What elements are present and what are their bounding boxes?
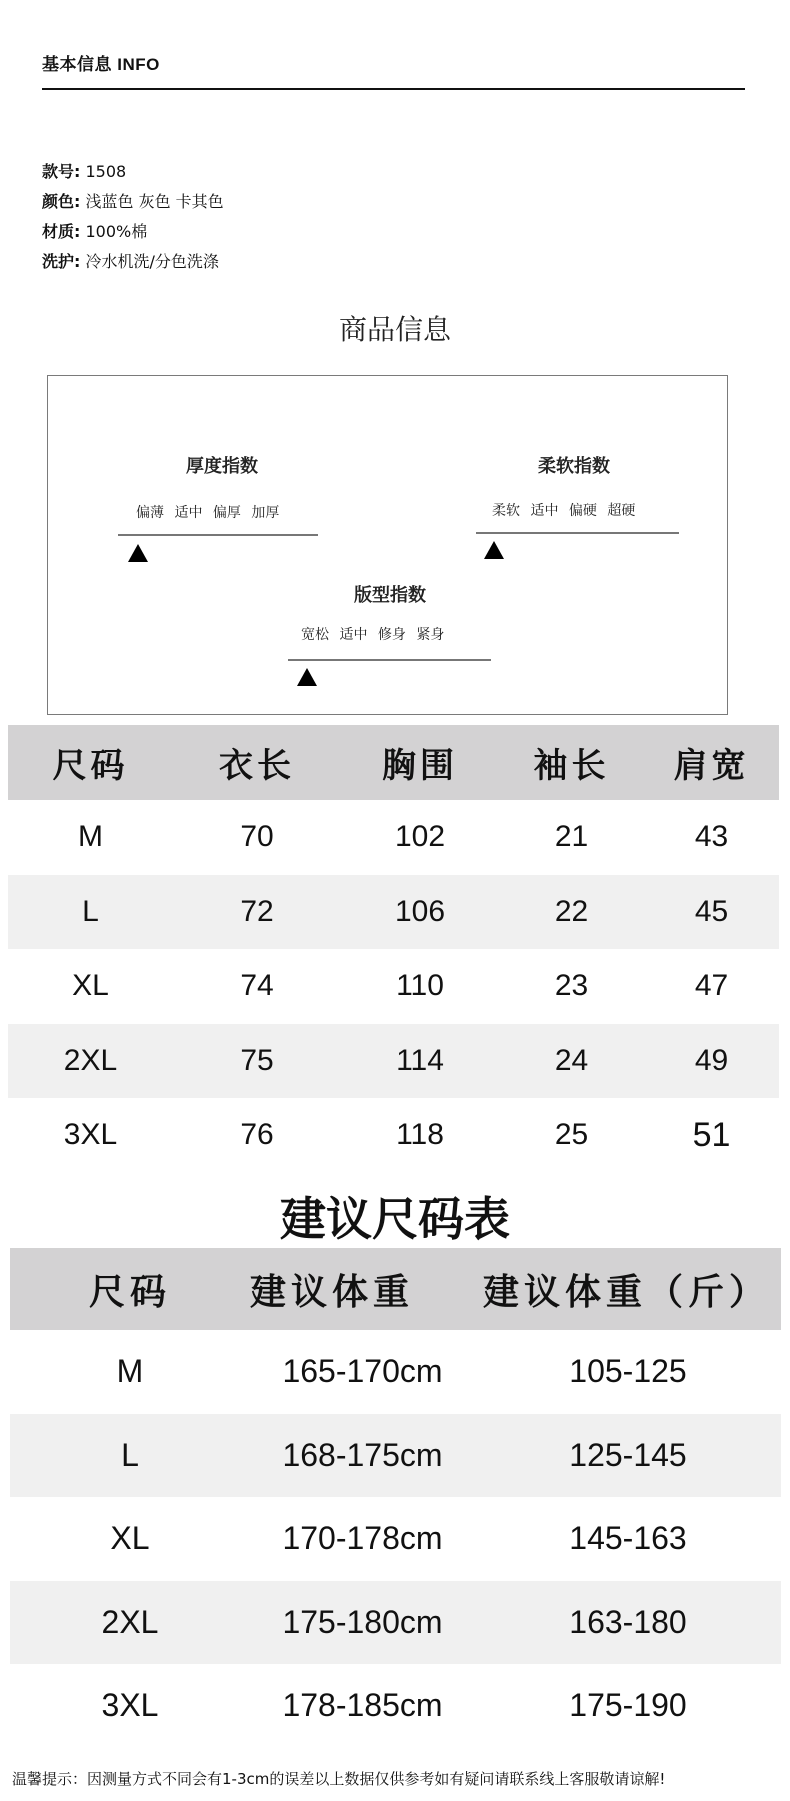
table-row [10,1414,781,1498]
header-length: 衣长 [219,746,295,786]
table-row [8,875,779,950]
spec-value: 100%棉 [85,222,148,241]
size-guide-header [10,1248,781,1330]
table-row [8,1024,779,1099]
basic-info-header: 基本信息 INFO [42,55,160,74]
table-row [10,1330,781,1414]
cell-weight: 145-163 [569,1520,687,1557]
product-index-box [47,375,728,715]
fit-pointer-icon [297,668,317,686]
cell-size: 2XL [63,1043,118,1077]
measurement-table-header [8,725,779,800]
cell-sleeve: 25 [554,1118,589,1152]
header-size: 尺码 [52,746,129,786]
cell-height: 168-175cm [282,1436,443,1473]
spec-colors [42,187,224,217]
cell-shoulder: 49 [694,1043,729,1077]
header-weight: 建议体重（斤） [483,1270,771,1313]
cell-shoulder: 45 [694,894,729,928]
cell-chest: 106 [394,894,446,928]
header-size: 尺码 [88,1270,171,1313]
softness-scale-line [476,532,679,534]
fit-scale: 宽松 适中 修身 紧身 [301,627,445,643]
size-guide-title: 建议尺码表 [280,1192,510,1246]
cell-size: L [121,1436,139,1473]
cell-weight: 125-145 [569,1436,687,1473]
table-row [8,1098,779,1173]
cell-length: 70 [240,820,274,854]
spec-care [42,247,224,277]
softness-pointer-icon [484,541,504,559]
spec-value: 浅蓝色 灰色 卡其色 [85,192,224,211]
cell-chest: 102 [394,820,446,854]
cell-weight: 175-190 [569,1687,687,1724]
cell-sleeve: 23 [554,969,589,1003]
cell-size: L [82,894,99,928]
thickness-index-title: 厚度指数 [186,456,258,477]
table-row [10,1581,781,1665]
footnote: 温馨提示：因测量方式不同会有1-3cm的误差以上数据仅供参考如有疑问请联系线上客服敬请谅解! [12,1770,666,1788]
cell-size: 3XL [101,1687,159,1724]
cell-length: 75 [240,1043,274,1077]
cell-weight: 163-180 [569,1603,687,1640]
cell-height: 178-185cm [282,1687,443,1724]
spec-list [42,157,224,277]
cell-shoulder: 51 [692,1115,731,1154]
spec-label: 材质: [42,222,81,241]
cell-size: 3XL [63,1118,118,1152]
thickness-scale-line [118,534,318,536]
cell-size: XL [72,969,109,1003]
cell-sleeve: 24 [554,1043,589,1077]
softness-index-title: 柔软指数 [538,456,610,477]
spec-style-number [42,157,224,187]
cell-size: XL [110,1520,150,1557]
spec-label: 款号: [42,162,81,181]
cell-chest: 114 [396,1043,444,1077]
table-row [8,800,779,875]
cell-length: 72 [240,894,274,928]
measurement-table [8,725,779,1173]
cell-height: 165-170cm [282,1353,443,1390]
spec-label: 洗护: [42,252,81,271]
cell-length: 76 [240,1118,274,1152]
cell-shoulder: 47 [694,969,729,1003]
cell-size: M [78,820,103,854]
spec-value: 冷水机洗/分色洗涤 [85,252,219,271]
cell-length: 74 [240,969,274,1003]
spec-material [42,217,224,247]
cell-shoulder: 43 [694,820,729,854]
fit-scale-line [288,659,491,661]
size-guide-table [10,1248,781,1748]
header-shoulder: 肩宽 [673,746,750,786]
header-divider [42,88,745,90]
cell-chest: 118 [396,1118,444,1152]
cell-sleeve: 21 [554,820,589,854]
cell-weight: 105-125 [569,1353,687,1390]
spec-label: 颜色: [42,192,81,211]
softness-scale: 柔软 适中 偏硬 超硬 [492,503,636,519]
cell-sleeve: 22 [554,894,589,928]
product-info-title: 商品信息 [338,313,451,346]
cell-size: M [116,1353,144,1390]
cell-size: 2XL [101,1603,159,1640]
table-row [8,949,779,1024]
fit-index-title: 版型指数 [354,585,426,606]
header-chest: 胸围 [382,746,458,786]
cell-height: 170-178cm [282,1520,443,1557]
thickness-pointer-icon [128,544,148,562]
header-sleeve: 袖长 [533,746,610,786]
cell-chest: 110 [396,969,444,1003]
spec-value: 1508 [85,162,127,181]
cell-height: 175-180cm [282,1603,443,1640]
table-row [10,1664,781,1748]
table-row [10,1497,781,1581]
header-height: 建议体重 [250,1270,415,1313]
thickness-scale: 偏薄 适中 偏厚 加厚 [136,505,280,521]
